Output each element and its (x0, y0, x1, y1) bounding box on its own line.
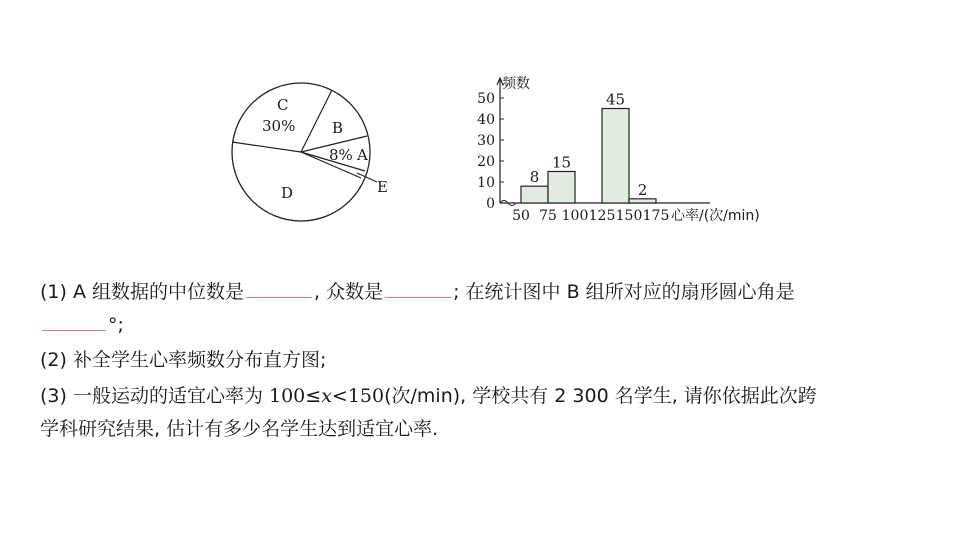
pie-label-d: D (281, 184, 294, 202)
histogram-labels (530, 91, 648, 199)
pie-label-e: E (377, 178, 388, 196)
x-tick-label: 175 (642, 208, 670, 224)
question-1-line-2 (40, 310, 925, 340)
histogram-bar (521, 186, 548, 203)
q3-range-low: 100 (269, 385, 306, 407)
histogram-bar (548, 172, 575, 204)
x-tick-label: 125 (588, 208, 616, 224)
q3-le: ≤ (305, 385, 322, 407)
q1-text-b: , 众数是 (314, 281, 384, 303)
pie-label-b: B (332, 119, 344, 137)
question-3-line-1 (40, 381, 925, 411)
pie-label-c: C (277, 96, 289, 114)
bar-value-label: 15 (551, 153, 572, 172)
y-tick-label: 50 (477, 91, 495, 107)
x-tick-label: 100 (561, 208, 589, 224)
pie-chart (225, 78, 405, 228)
q1-text-tail: °; (108, 314, 124, 336)
q3-range-high: 150 (347, 385, 385, 407)
bar-value-label: 2 (637, 180, 648, 199)
question-2 (40, 345, 925, 375)
q1-blank-angle[interactable] (42, 310, 106, 331)
q1-text-c: ; 在统计图中 B 组所对应的扇形圆心角是 (453, 281, 795, 303)
histogram-bar (629, 199, 656, 203)
bar-value-label: 8 (529, 168, 540, 187)
histogram-bar (602, 109, 629, 204)
y-tick-label: 0 (486, 196, 495, 212)
q3-unit: (次/min) (384, 385, 461, 407)
x-tick-label: 75 (539, 208, 557, 224)
q3-variable: x (321, 385, 332, 407)
pie-label-a: A (357, 146, 368, 164)
y-tick-label: 40 (477, 112, 495, 128)
q1-blank-mode[interactable] (385, 277, 451, 298)
q3-text-line2: 学科研究结果, 估计有多少名学生达到适宜心率. (40, 418, 439, 440)
x-tick-label: 150 (615, 208, 643, 224)
y-tick-label: 10 (477, 175, 495, 191)
q3-text-a: (3) 一般运动的适宜心率为 (40, 385, 269, 407)
histogram-bars (521, 109, 656, 204)
q3-text-b: , 学校共有 2 300 名学生, 请你依据此次跨 (460, 385, 817, 407)
pie-label-c-percent: 30% (262, 117, 296, 135)
x-tick-label: 50 (512, 208, 530, 224)
x-axis-label: 心率/(次/min) (671, 208, 760, 224)
q2-text: (2) 补全学生心率频数分布直方图; (40, 349, 327, 371)
pie-label-a-percent: 8% (329, 146, 353, 164)
y-axis-label: 频数 (502, 76, 530, 92)
histogram-chart (465, 66, 815, 231)
q1-blank-median[interactable] (246, 277, 312, 298)
y-tick-label: 20 (477, 154, 495, 170)
q3-lt: < (331, 385, 348, 407)
y-tick-label: 30 (477, 133, 495, 149)
question-1-line-1 (40, 277, 925, 307)
question-3-line-2 (40, 414, 925, 444)
bar-value-label: 45 (605, 90, 626, 109)
q1-text-a: (1) A 组数据的中位数是 (40, 281, 244, 303)
